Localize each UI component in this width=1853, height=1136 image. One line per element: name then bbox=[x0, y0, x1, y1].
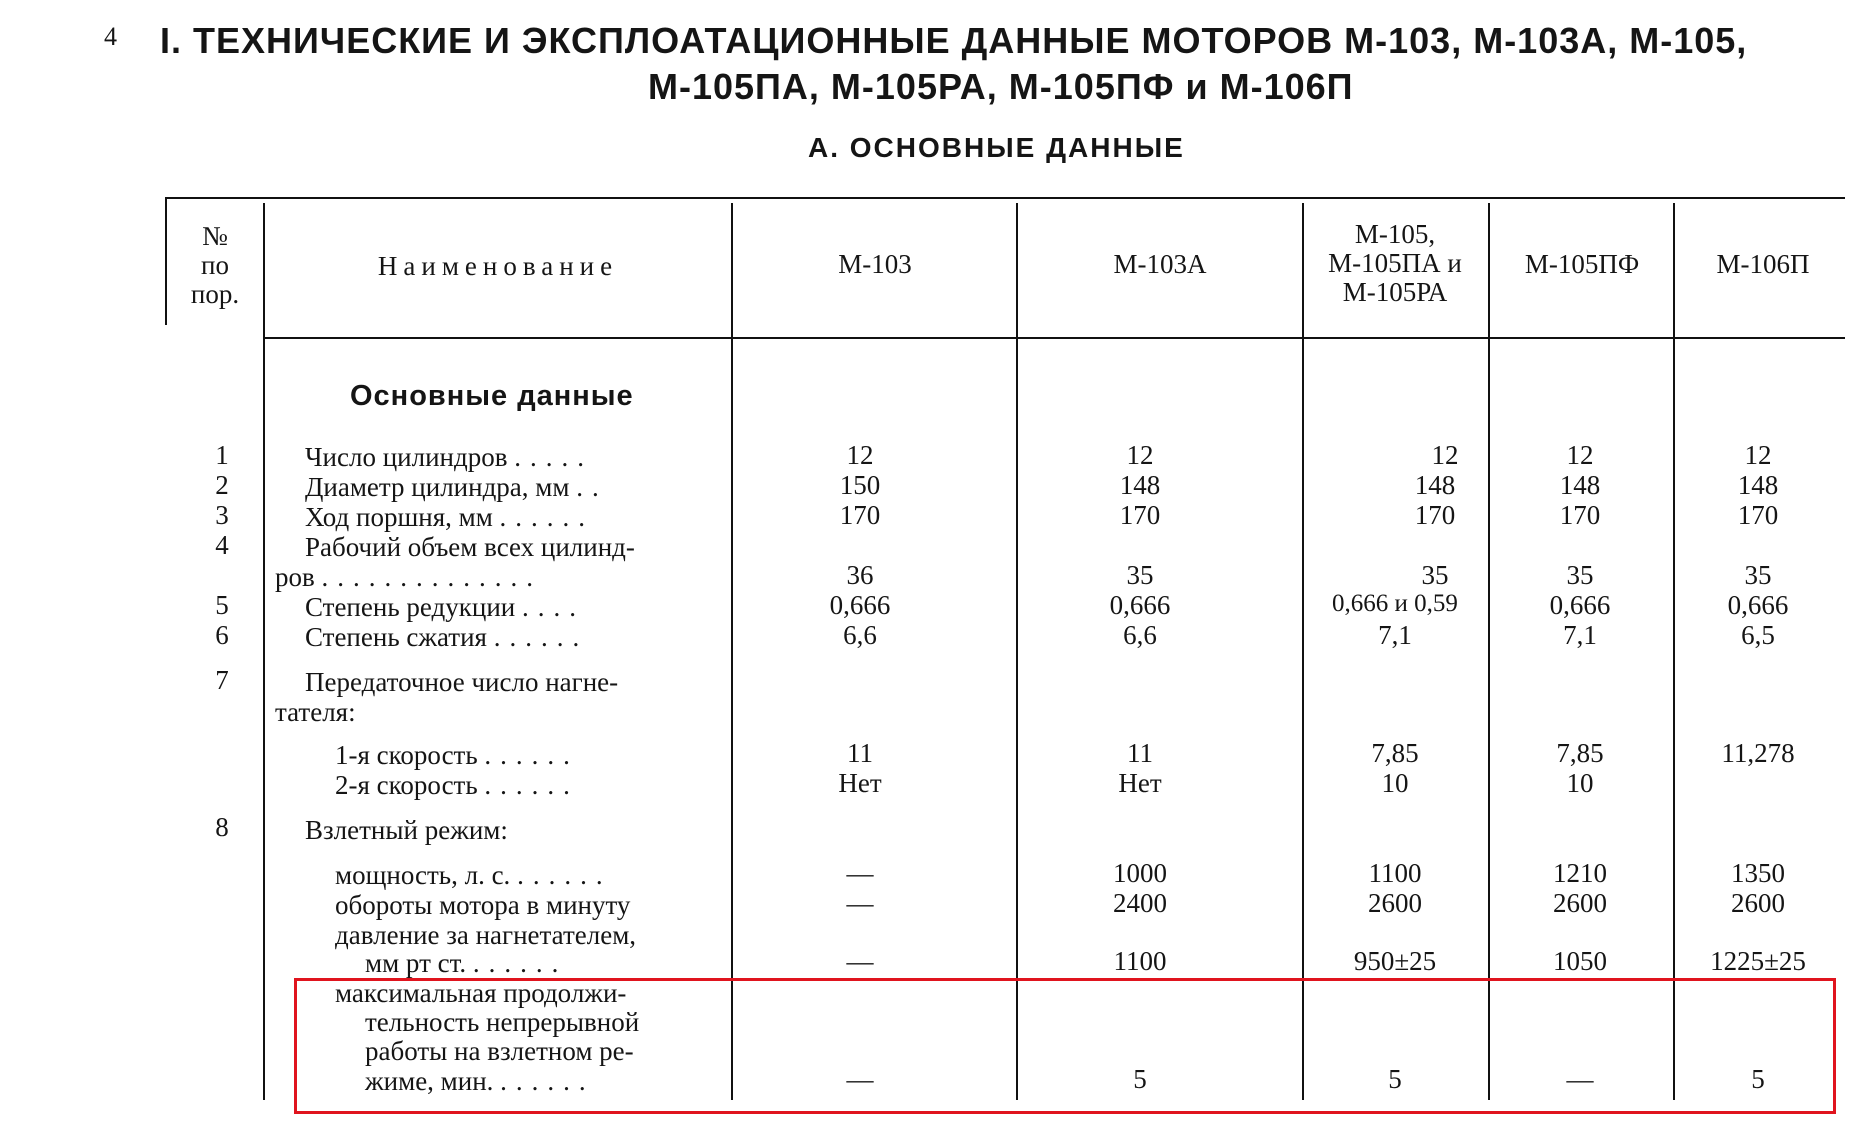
value-m105pf: 2600 bbox=[1553, 888, 1607, 918]
value-m103a: 2400 bbox=[1113, 888, 1167, 918]
value-m106p: 2600 bbox=[1731, 888, 1785, 918]
row-number: 7 bbox=[215, 665, 229, 695]
leader-dots: ...... bbox=[499, 502, 595, 532]
leader-dots: ..... bbox=[514, 442, 593, 472]
value-m105pf: 35 bbox=[1566, 560, 1594, 590]
value-m105: 35 bbox=[1421, 560, 1449, 590]
table-top-border bbox=[165, 197, 1845, 199]
row-label-line1: Передаточное число нагне- bbox=[305, 667, 619, 697]
row-label-line2: тателя: bbox=[275, 697, 356, 727]
sub-row-label-line1: давление за нагнетателем, bbox=[335, 920, 637, 950]
header-num-line2: по bbox=[201, 250, 229, 280]
value-m103a: 35 bbox=[1126, 560, 1154, 590]
value-m103: 6,6 bbox=[843, 620, 877, 650]
row-label-text: мм рт ст. bbox=[365, 948, 467, 978]
row-label-line2 bbox=[275, 562, 542, 593]
value-m103a: 11 bbox=[1127, 738, 1153, 768]
sub-row-label-line1: максимальная продолжи- bbox=[335, 978, 627, 1008]
header-m105pf: М-105ПФ bbox=[1524, 249, 1640, 279]
row-label-text: Диаметр цилиндра, мм bbox=[305, 472, 570, 502]
row-number: 6 bbox=[215, 620, 229, 650]
value-m105: 10 bbox=[1381, 768, 1409, 798]
col-divider-m105pf bbox=[1673, 203, 1675, 1100]
row-number: 4 bbox=[215, 530, 229, 560]
header-name-col: Наименование bbox=[377, 251, 619, 281]
header-m105-line2: М-105ПА и bbox=[1328, 248, 1462, 278]
row-number: 8 bbox=[215, 812, 229, 842]
sub-row-label-line3: работы на взлетном ре- bbox=[365, 1036, 634, 1066]
header-m103: М-103 bbox=[838, 249, 912, 279]
sub-row-label: обороты мотора в минуту bbox=[335, 890, 631, 920]
row-label bbox=[305, 472, 608, 503]
value-m103a: Нет bbox=[1118, 768, 1162, 798]
leader-dots: ...... bbox=[484, 740, 579, 770]
section-subtitle: А. ОСНОВНЫЕ ДАННЫЕ bbox=[808, 132, 1185, 163]
row-label bbox=[305, 502, 594, 533]
header-num-line1: № bbox=[202, 221, 228, 251]
leader-dots: ...... bbox=[484, 770, 579, 800]
header-m103a: М-103А bbox=[1113, 249, 1207, 279]
value-m106p: 6,5 bbox=[1741, 620, 1775, 650]
col-divider-m103 bbox=[1016, 203, 1018, 1100]
value-m103a: 1100 bbox=[1113, 946, 1167, 976]
value-m103a: 0,666 bbox=[1109, 590, 1171, 620]
section-heading: Основные данные bbox=[350, 380, 634, 412]
value-m103a: 5 bbox=[1133, 1064, 1147, 1094]
sub-row-label-line2 bbox=[365, 948, 567, 979]
table-left-border bbox=[165, 197, 167, 325]
header-m105-line1: М-105, bbox=[1354, 219, 1436, 249]
value-m105pf: 0,666 bbox=[1549, 590, 1611, 620]
value-m103: Нет bbox=[838, 768, 882, 798]
leader-dots: ...... bbox=[500, 1066, 595, 1096]
value-m105: 7,1 bbox=[1378, 620, 1412, 650]
row-label bbox=[305, 622, 588, 653]
value-m103: 12 bbox=[846, 440, 874, 470]
value-m105: 0,666 и 0,59 bbox=[1332, 590, 1458, 617]
value-m103: 11 bbox=[847, 738, 873, 768]
page-marker: 4 bbox=[104, 22, 117, 51]
row-label-text: Степень сжатия bbox=[305, 622, 487, 652]
header-num-line3: пор. bbox=[190, 279, 240, 309]
value-m106p: 1225±25 bbox=[1710, 946, 1806, 976]
value-m105: 170 bbox=[1414, 500, 1456, 530]
sub-row-label bbox=[335, 740, 579, 771]
page-title-line-1: I. ТЕХНИЧЕСКИЕ И ЭКСПЛОАТАЦИОННЫЕ ДАННЫЕ МОТОРОВ М-103, М-103А, М-105, bbox=[160, 20, 1748, 61]
leader-dots: .. bbox=[576, 472, 608, 502]
row-number: 5 bbox=[215, 590, 229, 620]
page-title-line-2: М-105ПА, М-105РА, М-105ПФ и М-106П bbox=[648, 66, 1354, 107]
row-label bbox=[305, 442, 593, 473]
value-m106p: 11,278 bbox=[1721, 738, 1795, 768]
value-m106p: 170 bbox=[1737, 500, 1779, 530]
row-label-text: 1-я скорость bbox=[335, 740, 478, 770]
value-m105: 5 bbox=[1388, 1064, 1402, 1094]
col-divider-name bbox=[731, 203, 733, 1100]
col-divider-num bbox=[263, 203, 265, 1100]
value-m105pf: 1050 bbox=[1553, 946, 1607, 976]
value-m103a: 12 bbox=[1126, 440, 1154, 470]
value-m105pf: — bbox=[1566, 1064, 1594, 1094]
header-num-col bbox=[170, 222, 260, 309]
value-m105: 1100 bbox=[1368, 858, 1422, 888]
sub-row-label-line2: тельность непрерывной bbox=[365, 1007, 640, 1037]
row-label-text: Ход поршня, мм bbox=[305, 502, 493, 532]
leader-dots: ...... bbox=[472, 948, 568, 978]
value-m106p: 1350 bbox=[1731, 858, 1785, 888]
value-m105pf: 148 bbox=[1559, 470, 1601, 500]
value-m106p: 35 bbox=[1744, 560, 1772, 590]
value-m103a: 148 bbox=[1119, 470, 1161, 500]
value-m103: 170 bbox=[839, 500, 881, 530]
row-number: 3 bbox=[215, 500, 229, 530]
value-m105pf: 7,1 bbox=[1563, 620, 1597, 650]
value-m103: — bbox=[846, 858, 874, 888]
value-m103: 150 bbox=[839, 470, 881, 500]
leader-dots: ...... bbox=[517, 860, 612, 890]
row-label bbox=[305, 592, 585, 623]
value-m103a: 6,6 bbox=[1123, 620, 1157, 650]
value-m103: — bbox=[846, 946, 874, 976]
value-m105pf: 1210 bbox=[1553, 858, 1607, 888]
value-m106p: 0,666 bbox=[1727, 590, 1789, 620]
value-m105: 950±25 bbox=[1353, 946, 1437, 976]
sub-row-label bbox=[335, 770, 579, 801]
leader-dots: .............. bbox=[321, 562, 542, 592]
value-m105pf: 10 bbox=[1566, 768, 1594, 798]
value-m105pf: 12 bbox=[1566, 440, 1594, 470]
row-label-text: ров bbox=[275, 562, 315, 592]
value-m103: — bbox=[846, 1064, 874, 1094]
row-label-text: мощность, л. с. bbox=[335, 860, 511, 890]
sub-row-label bbox=[335, 860, 612, 891]
value-m105: 2600 bbox=[1368, 888, 1422, 918]
value-m105: 12 bbox=[1431, 440, 1459, 470]
value-m106p: 12 bbox=[1744, 440, 1772, 470]
row-label-text: жиме, мин. bbox=[365, 1066, 494, 1096]
highlight-box bbox=[294, 978, 1836, 1114]
row-label-text: 2-я скорость bbox=[335, 770, 478, 800]
value-m105: 7,85 bbox=[1371, 738, 1419, 768]
row-label-text: Степень редукции bbox=[305, 592, 516, 622]
col-divider-m105 bbox=[1488, 203, 1490, 1100]
value-m105pf: 170 bbox=[1559, 500, 1601, 530]
header-m105-group bbox=[1305, 220, 1485, 307]
value-m103: 0,666 bbox=[829, 590, 891, 620]
row-label: Взлетный режим: bbox=[305, 815, 508, 845]
value-m106p: 5 bbox=[1751, 1064, 1765, 1094]
leader-dots: ...... bbox=[493, 622, 589, 652]
value-m105pf: 7,85 bbox=[1556, 738, 1604, 768]
row-number: 1 bbox=[215, 440, 229, 470]
value-m106p: 148 bbox=[1737, 470, 1779, 500]
value-m103: 36 bbox=[846, 560, 874, 590]
row-number: 2 bbox=[215, 470, 229, 500]
value-m105: 148 bbox=[1414, 470, 1456, 500]
row-label-text: Число цилиндров bbox=[305, 442, 508, 472]
header-m106p: М-106П bbox=[1716, 249, 1810, 279]
row-label-line1: Рабочий объем всех цилинд- bbox=[305, 532, 635, 562]
value-m103a: 170 bbox=[1119, 500, 1161, 530]
leader-dots: .... bbox=[521, 592, 585, 622]
table-header-divider bbox=[263, 337, 1845, 339]
value-m103a: 1000 bbox=[1113, 858, 1167, 888]
header-m105-line3: М-105РА bbox=[1342, 277, 1448, 307]
value-m103: — bbox=[846, 888, 874, 918]
